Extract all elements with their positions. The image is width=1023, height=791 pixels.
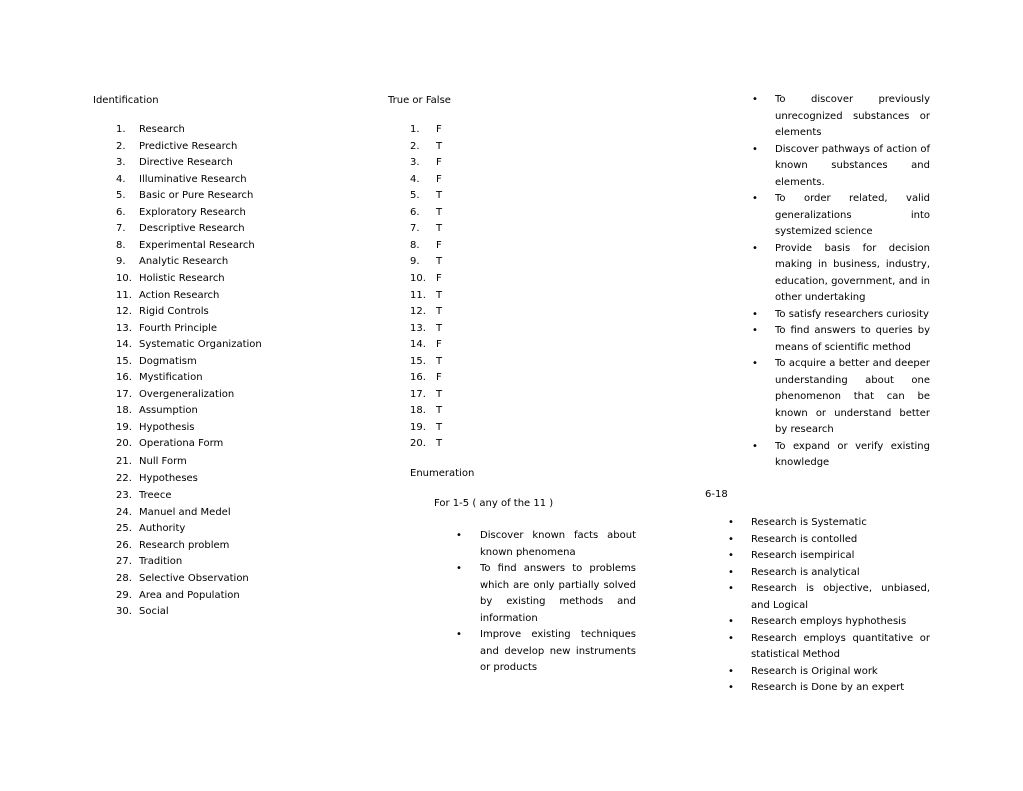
item-text: Descriptive Research bbox=[139, 223, 245, 234]
item-number: 27. bbox=[116, 556, 132, 567]
bullet-item: • Improve existing techniques and develop new instruments or products bbox=[456, 627, 636, 677]
item-text: Predictive Research bbox=[139, 141, 238, 152]
item-number: 24. bbox=[116, 507, 132, 518]
bullet-item: • To satisfy researchers curiosity bbox=[752, 307, 930, 324]
item-number: 23. bbox=[116, 490, 132, 501]
item-text: Mystification bbox=[139, 372, 203, 383]
item-number: 4. bbox=[116, 174, 126, 185]
item-text: T bbox=[436, 306, 443, 317]
item-number: 8. bbox=[116, 240, 126, 251]
item-text: T bbox=[436, 422, 443, 433]
item-number: 3. bbox=[116, 157, 126, 168]
item-text: Dogmatism bbox=[139, 356, 197, 367]
item-text: Experimental Research bbox=[139, 240, 255, 251]
bullet-item: • To find answers to queries by means of scientific method bbox=[752, 323, 930, 356]
item-number: 15. bbox=[116, 356, 132, 367]
item-number: 6. bbox=[116, 207, 126, 218]
true-false-heading: True or False bbox=[388, 95, 451, 106]
item-text: Research problem bbox=[139, 540, 230, 551]
item-number: 5. bbox=[410, 190, 420, 201]
item-text: Assumption bbox=[139, 405, 198, 416]
item-number: 13. bbox=[116, 323, 132, 334]
item-text: T bbox=[436, 389, 443, 400]
item-text: Null Form bbox=[139, 456, 187, 467]
item-number: 9. bbox=[410, 256, 420, 267]
bullet-item: • Research is contolled bbox=[728, 532, 930, 549]
purpose-list bbox=[752, 92, 930, 472]
item-text: T bbox=[436, 405, 443, 416]
item-text: Hypotheses bbox=[139, 473, 198, 484]
bullet-item: • Research employs hyphothesis bbox=[728, 614, 930, 631]
item-text: T bbox=[436, 323, 443, 334]
bullet-item: • Discover known facts about known phenomena bbox=[456, 528, 636, 561]
item-number: 5. bbox=[116, 190, 126, 201]
bullet-item: • Research is Done by an expert bbox=[728, 680, 930, 697]
bullet-item: • To find answers to problems which are only partially solved by existing methods and information bbox=[456, 561, 636, 627]
item-text: T bbox=[436, 438, 443, 449]
item-text: Social bbox=[139, 606, 169, 617]
item-number: 17. bbox=[410, 389, 426, 400]
item-number: 8. bbox=[410, 240, 420, 251]
item-number: 21. bbox=[116, 456, 132, 467]
bullet-item: • Research employs quantitative or statistical Method bbox=[728, 631, 930, 664]
identification-heading: Identification bbox=[93, 95, 159, 106]
item-text: Analytic Research bbox=[139, 256, 229, 267]
item-number: 15. bbox=[410, 356, 426, 367]
item-number: 3. bbox=[410, 157, 420, 168]
item-number: 10. bbox=[116, 273, 132, 284]
item-number: 9. bbox=[116, 256, 126, 267]
item-number: 19. bbox=[410, 422, 426, 433]
item-text: T bbox=[436, 207, 443, 218]
item-text: Holistic Research bbox=[139, 273, 225, 284]
item-number: 19. bbox=[116, 422, 132, 433]
enumeration-list bbox=[456, 528, 636, 677]
item-text: F bbox=[436, 339, 442, 350]
item-number: 29. bbox=[116, 590, 132, 601]
item-text: Manuel and Medel bbox=[139, 507, 231, 518]
item-text: Systematic Organization bbox=[139, 339, 262, 350]
bullet-item: • To expand or verify existing knowledge bbox=[752, 439, 930, 472]
item-number: 26. bbox=[116, 540, 132, 551]
item-text: Area and Population bbox=[139, 590, 240, 601]
item-number: 12. bbox=[410, 306, 426, 317]
item-text: T bbox=[436, 256, 443, 267]
item-number: 20. bbox=[116, 438, 132, 449]
item-number: 28. bbox=[116, 573, 132, 584]
item-text: T bbox=[436, 141, 443, 152]
bullet-item: • Research is Systematic bbox=[728, 515, 930, 532]
item-text: Rigid Controls bbox=[139, 306, 209, 317]
bullet-item: • Research is objective, unbiased, and Logical bbox=[728, 581, 930, 614]
item-number: 4. bbox=[410, 174, 420, 185]
item-number: 16. bbox=[116, 372, 132, 383]
bullet-item: • Discover pathways of action of known substances and elements. bbox=[752, 142, 930, 192]
item-text: Directive Research bbox=[139, 157, 233, 168]
item-number: 7. bbox=[116, 223, 126, 234]
section-6-18-heading: 6-18 bbox=[705, 489, 728, 500]
characteristics-list bbox=[728, 515, 930, 697]
item-text: F bbox=[436, 124, 442, 135]
item-number: 18. bbox=[116, 405, 132, 416]
item-number: 30. bbox=[116, 606, 132, 617]
bullet-item: • Research is analytical bbox=[728, 565, 930, 582]
item-text: Tradition bbox=[139, 556, 183, 567]
item-number: 17. bbox=[116, 389, 132, 400]
item-number: 1. bbox=[116, 124, 126, 135]
bullet-item: • Research is Original work bbox=[728, 664, 930, 681]
item-number: 14. bbox=[410, 339, 426, 350]
item-text: Research bbox=[139, 124, 185, 135]
item-text: T bbox=[436, 223, 443, 234]
item-text: F bbox=[436, 273, 442, 284]
item-text: Operationa Form bbox=[139, 438, 224, 449]
item-text: T bbox=[436, 190, 443, 201]
item-number: 25. bbox=[116, 523, 132, 534]
item-number: 2. bbox=[116, 141, 126, 152]
item-text: T bbox=[436, 356, 443, 367]
item-number: 6. bbox=[410, 207, 420, 218]
item-text: F bbox=[436, 157, 442, 168]
item-text: Hypothesis bbox=[139, 422, 195, 433]
item-text: Exploratory Research bbox=[139, 207, 246, 218]
item-number: 13. bbox=[410, 323, 426, 334]
item-text: Overgeneralization bbox=[139, 389, 235, 400]
item-text: Basic or Pure Research bbox=[139, 190, 254, 201]
item-number: 10. bbox=[410, 273, 426, 284]
bullet-item: • To acquire a better and deeper understanding about one phenomenon that can be known or understand better by research bbox=[752, 356, 930, 439]
item-text: Treece bbox=[139, 490, 172, 501]
item-text: Authority bbox=[139, 523, 186, 534]
item-number: 20. bbox=[410, 438, 426, 449]
item-number: 18. bbox=[410, 405, 426, 416]
bullet-item: • To discover previously unrecognized substances or elements bbox=[752, 92, 930, 142]
item-text: F bbox=[436, 174, 442, 185]
item-number: 11. bbox=[116, 290, 132, 301]
item-text: T bbox=[436, 290, 443, 301]
item-text: F bbox=[436, 372, 442, 383]
item-number: 2. bbox=[410, 141, 420, 152]
bullet-item: • To order related, valid generalizations into systemized science bbox=[752, 191, 930, 241]
item-number: 12. bbox=[116, 306, 132, 317]
item-number: 22. bbox=[116, 473, 132, 484]
item-text: Fourth Principle bbox=[139, 323, 218, 334]
item-number: 16. bbox=[410, 372, 426, 383]
item-text: Action Research bbox=[139, 290, 220, 301]
item-number: 11. bbox=[410, 290, 426, 301]
enumeration-heading: Enumeration bbox=[410, 468, 475, 479]
item-text: F bbox=[436, 240, 442, 251]
item-text: Selective Observation bbox=[139, 573, 249, 584]
enumeration-subheading: For 1-5 ( any of the 11 ) bbox=[434, 498, 554, 509]
bullet-item: • Research isempirical bbox=[728, 548, 930, 565]
item-text: Illuminative Research bbox=[139, 174, 247, 185]
item-number: 14. bbox=[116, 339, 132, 350]
item-number: 7. bbox=[410, 223, 420, 234]
bullet-item: • Provide basis for decision making in business, industry, education, government, and in other undertaking bbox=[752, 241, 930, 307]
item-number: 1. bbox=[410, 124, 420, 135]
